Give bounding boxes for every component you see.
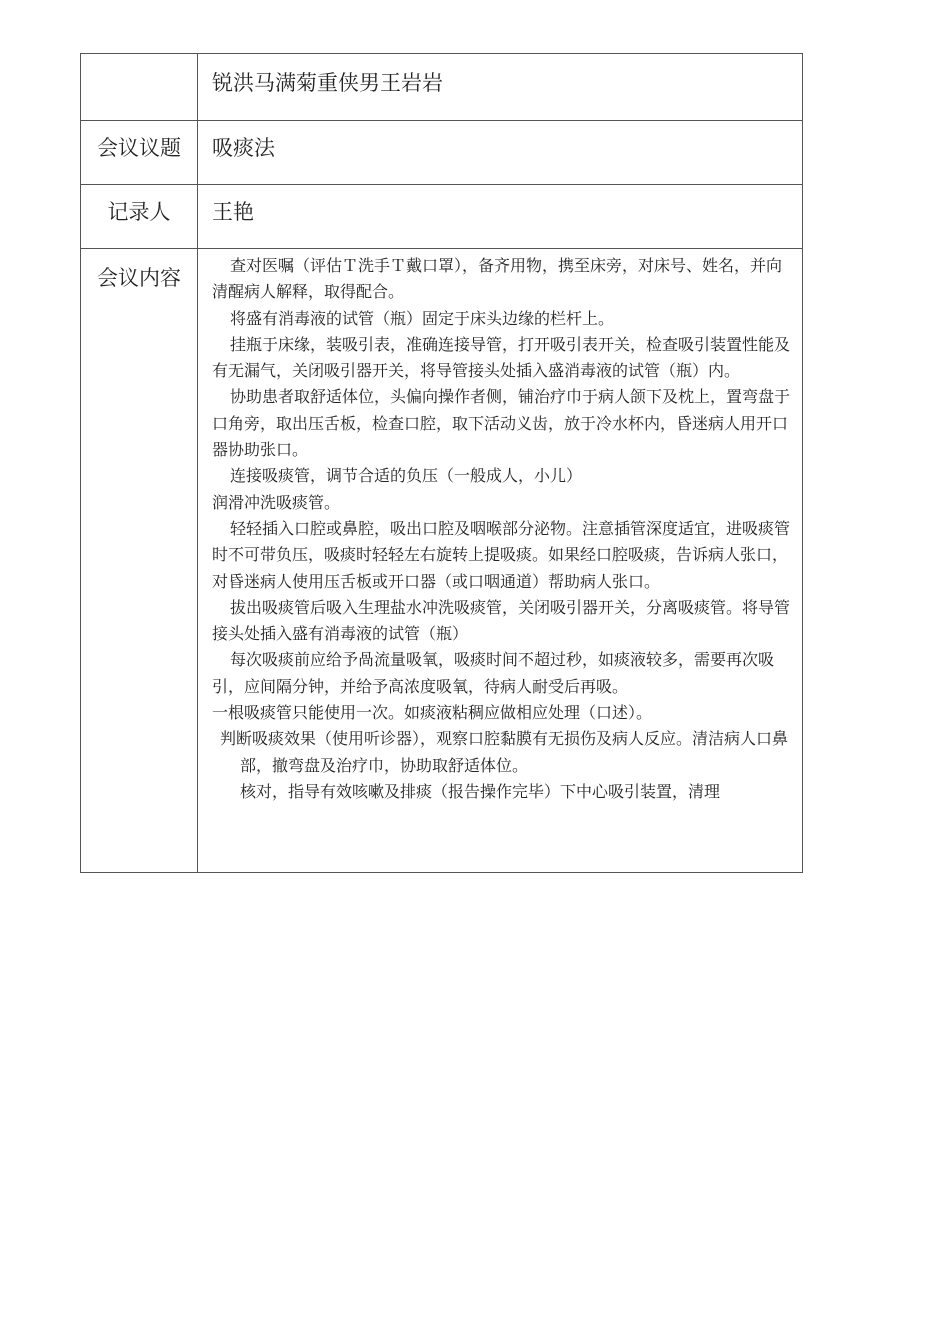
topic-value: 吸痰法 (198, 121, 803, 185)
topic-label: 会议议题 (81, 121, 198, 185)
content-paragraph: 协助患者取舒适体位，头偏向操作者侧，铺治疗巾于病人颌下及枕上，置弯盘于口角旁，取出压舌板，检查口腔，取下活动义齿，放于冷水杯内，昏迷病人用开口器协助张口。 (212, 387, 791, 460)
content-paragraph: 挂瓶于床缘，装吸引表，准确连接导管，打开吸引表开关，检查吸引装置性能及有无漏气，关闭吸引器开关，将导管接头处插入盛消毒液的试管（瓶）内。 (212, 334, 791, 381)
content-row (81, 249, 803, 873)
attendees-label (81, 54, 198, 121)
attendees-value: 锐洪马满菊重侠男王岩岩 (198, 54, 803, 121)
content-paragraph: 拔出吸痰管后吸入生理盐水冲洗吸痰管，关闭吸引器开关，分离吸痰管。将导管接头处插入盛有消毒液的试管（瓶） (212, 597, 791, 644)
content-paragraph: 一根吸痰管只能使用一次。如痰液粘稠应做相应处理（口述）。 (212, 703, 653, 723)
topic-row (81, 121, 803, 185)
content-label: 会议内容 (81, 249, 198, 873)
content-paragraph: 核对，指导有效咳嗽及排痰（报告操作完毕）下中心吸引装置，清理 (240, 781, 721, 801)
content-paragraph: 轻轻插入口腔或鼻腔，吸出口腔及咽喉部分泌物。注意插管深度适宜，进吸痰管时不可带负压，吸痰时轻轻左右旋转上提吸痰。如果经口腔吸痰，告诉病人张口，对昏迷病人使用压舌板或开口器（或口咽通道）帮助病人张口。 (212, 518, 791, 591)
content-body (198, 249, 803, 873)
content-paragraph: 判断吸痰效果（使用听诊器），观察口腔黏膜有无损伤及病人反应。清洁病人口鼻部，撤弯盘及治疗巾，协助取舒适体位。 (220, 729, 789, 775)
content-paragraph: 润滑冲洗吸痰管。 (212, 492, 341, 512)
content-paragraph: 查对医嘱（评估Ｔ洗手Ｔ戴口罩），备齐用物，携至床旁，对床号、姓名，并向清醒病人解释，取得配合。 (212, 256, 783, 302)
meeting-record-table (80, 53, 803, 873)
content-paragraph: 每次吸痰前应给予咼流量吸氧，吸痰时间不超过秒，如痰液较多，需要再次吸引，应间隔分钟，并给予高浓度吸氧，待病人耐受后再吸。 (212, 650, 775, 696)
recorder-label: 记录人 (81, 185, 198, 249)
attendees-row (81, 54, 803, 121)
content-paragraph: 将盛有消毒液的试管（瓶）固定于床头边缘的栏杆上。 (230, 308, 615, 328)
recorder-value: 王艳 (198, 185, 803, 249)
recorder-row (81, 185, 803, 249)
content-paragraph: 连接吸痰管，调节合适的负压（一般成人，小儿） (230, 466, 583, 486)
